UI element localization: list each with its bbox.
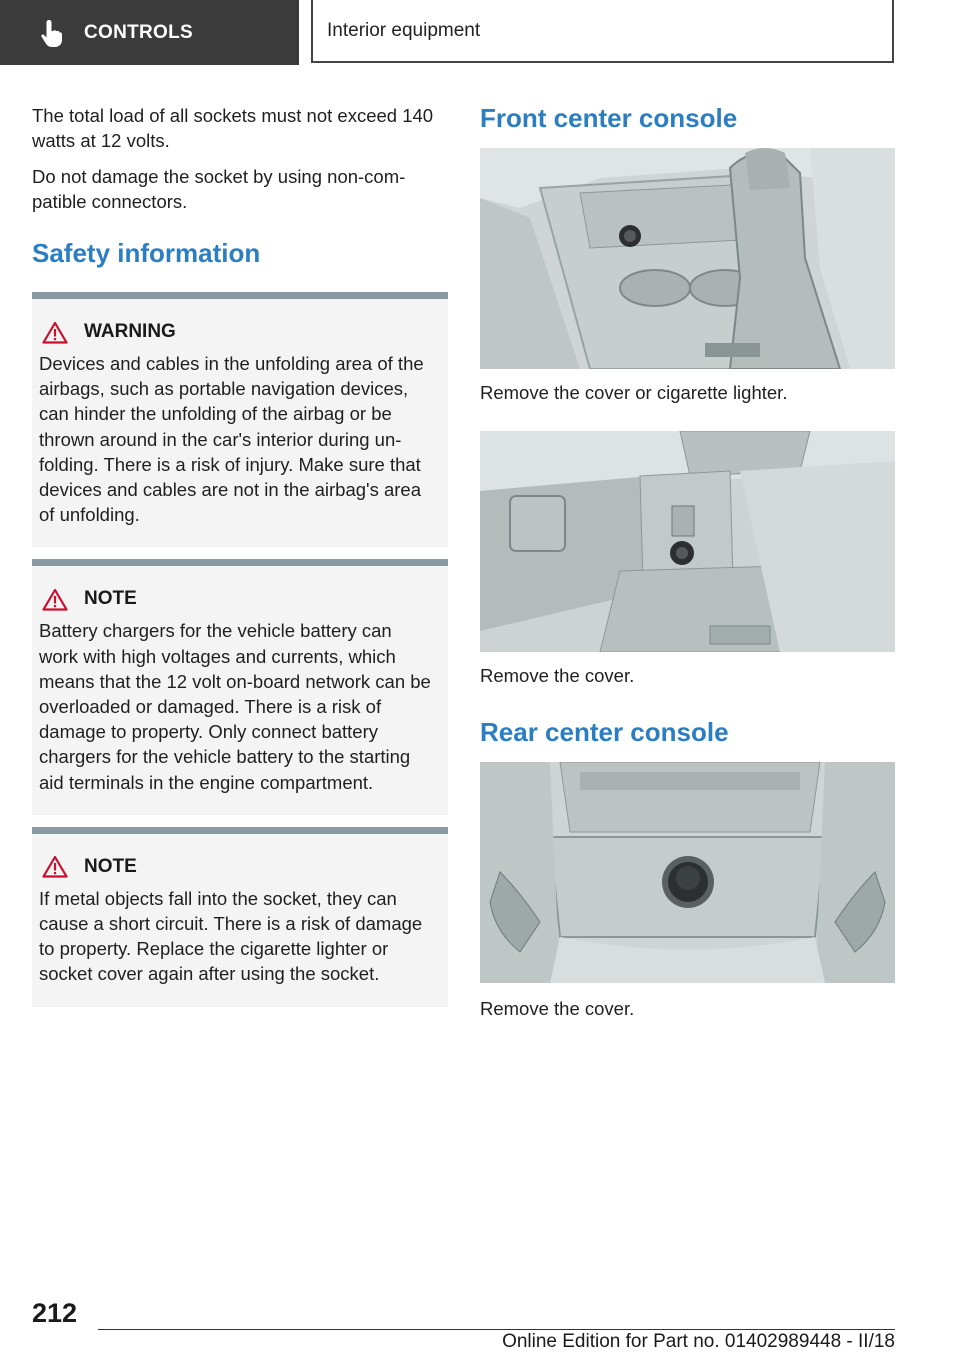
notice-title: NOTE: [84, 855, 137, 877]
rear-console-socket-photo: [480, 762, 895, 983]
photo-caption: Remove the cover.: [480, 665, 635, 686]
hand-pointer-icon: [40, 18, 64, 48]
front-console-lighter-photo: [480, 148, 895, 369]
note-notice: [32, 827, 448, 1007]
warning-notice: [32, 292, 448, 547]
chapter-header: [311, 0, 894, 63]
photo-caption: Remove the cover.: [480, 998, 635, 1019]
notice-text: If metal objects fall into the socket, they can cause a short circuit. There is a risk of damage to property. Replace the cigarette lighter or socket cover again after using the socket.: [39, 887, 423, 985]
section-label: CONTROLS: [84, 21, 194, 43]
front-console-socket-photo: [480, 431, 895, 652]
notice-title: NOTE: [84, 588, 137, 610]
rear-center-console-heading: Rear center console: [480, 717, 729, 747]
warning-triangle-icon: [42, 855, 68, 878]
note-notice: [32, 559, 448, 814]
chapter-title: Interior equipment: [327, 19, 481, 41]
notice-title: WARNING: [84, 321, 176, 342]
section-tab: [0, 0, 299, 65]
notice-text: Devices and cables in the unfolding area of the airbags, such as portable navigation devices, can hinder the unfolding of the airbag or be thrown around in the car's interior during un-folding. There is a risk of injury. Make sure that devices and cables are not in the airbag's area of unfolding.: [39, 353, 424, 526]
right-column: [480, 101, 895, 1021]
safety-heading: Safety information: [32, 238, 261, 268]
photo-caption: Remove the cover or cigarette lighter.: [480, 382, 788, 403]
page-number: 212: [32, 1298, 78, 1328]
edition-text: Online Edition for Part no. 01402989448 - II/18: [502, 1331, 895, 1352]
intro-paragraph: Do not damage the socket by using non-com-patible connectors.: [32, 166, 406, 212]
footer-divider: [98, 1329, 895, 1330]
left-column: [32, 103, 448, 1007]
front-center-console-heading: Front center console: [480, 103, 738, 133]
warning-triangle-icon: [42, 588, 68, 611]
notice-text: Battery chargers for the vehicle battery can work with high voltages and currents, which means that the 12 volt on-board network can be overloaded or damaged. There is a risk of damage to property. Only connect battery chargers for the vehicle battery to the starting aid terminals in the engine compartment.: [39, 620, 431, 793]
intro-paragraph: The total load of all sockets must not exceed 140 watts at 12 volts.: [32, 105, 434, 151]
warning-triangle-icon: [42, 321, 68, 344]
